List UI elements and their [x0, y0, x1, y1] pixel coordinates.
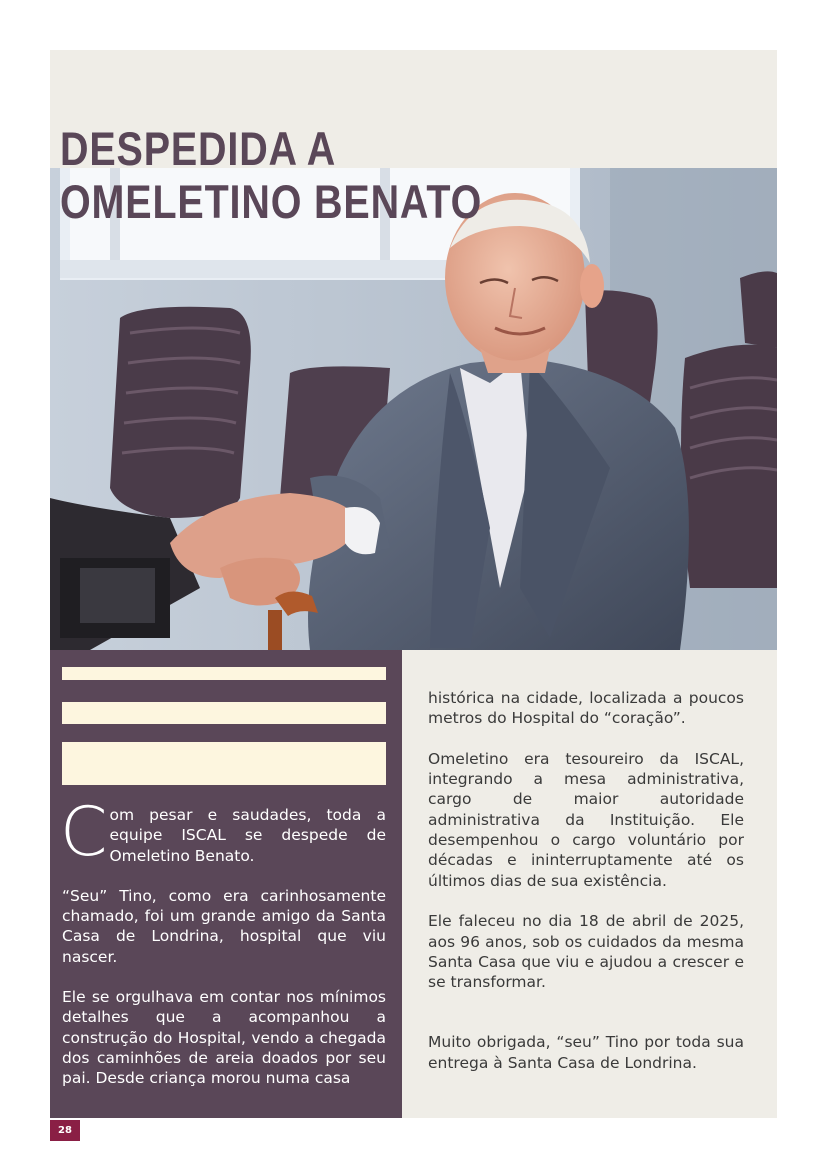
highlight-bar	[62, 702, 386, 724]
drop-cap: C	[60, 793, 108, 872]
highlight-bar	[62, 742, 386, 785]
article-title	[60, 122, 482, 228]
highlight-bar	[62, 667, 386, 680]
page-number: 28	[50, 1120, 80, 1141]
paragraph: histórica na cidade, localizada a poucos metros do Hospital do “coração”.	[428, 689, 744, 728]
paragraph: Ele faleceu no dia 18 de abril de 2025, aos 96 anos, sob os cuidados da mesma Santa Casa que viu e ajudou a crescer e se transformar.	[428, 912, 744, 992]
title-line-1: DESPEDIDA A	[60, 122, 337, 175]
right-column-text	[428, 688, 744, 1093]
paragraph: Ele se orgulhava em contar nos mínimos detalhes que a acompanhou a construção do Hospital, vendo a chegada dos caminhões de areia doados por seu pai. Desde criança morou numa casa	[62, 988, 386, 1088]
left-column-text	[60, 793, 386, 1109]
paragraph: “Seu” Tino, como era carinhosamente chamado, foi um grande amigo da Santa Casa de Londrina, hospital que viu nascer.	[62, 886, 386, 966]
left-column-panel	[50, 650, 402, 1118]
paragraph: Omeletino era tesoureiro da ISCAL, integrando a mesa administrativa, cargo de maior autoridade administrativa da Instituição. Ele desempenhou o cargo voluntário por décadas e ininterruptamente até os últimos dias de sua existência.	[428, 749, 744, 890]
intro-text: om pesar e saudades, toda a equipe ISCAL se despede de Omeletino Benato.	[109, 806, 386, 865]
title-line-2: OMELETINO BENATO	[60, 175, 483, 228]
intro-paragraph	[60, 793, 386, 872]
portrait-illustration	[50, 168, 777, 650]
closing-paragraph: Muito obrigada, “seu” Tino por toda sua entrega à Santa Casa de Londrina.	[428, 1033, 744, 1072]
portrait-photo	[50, 168, 777, 650]
